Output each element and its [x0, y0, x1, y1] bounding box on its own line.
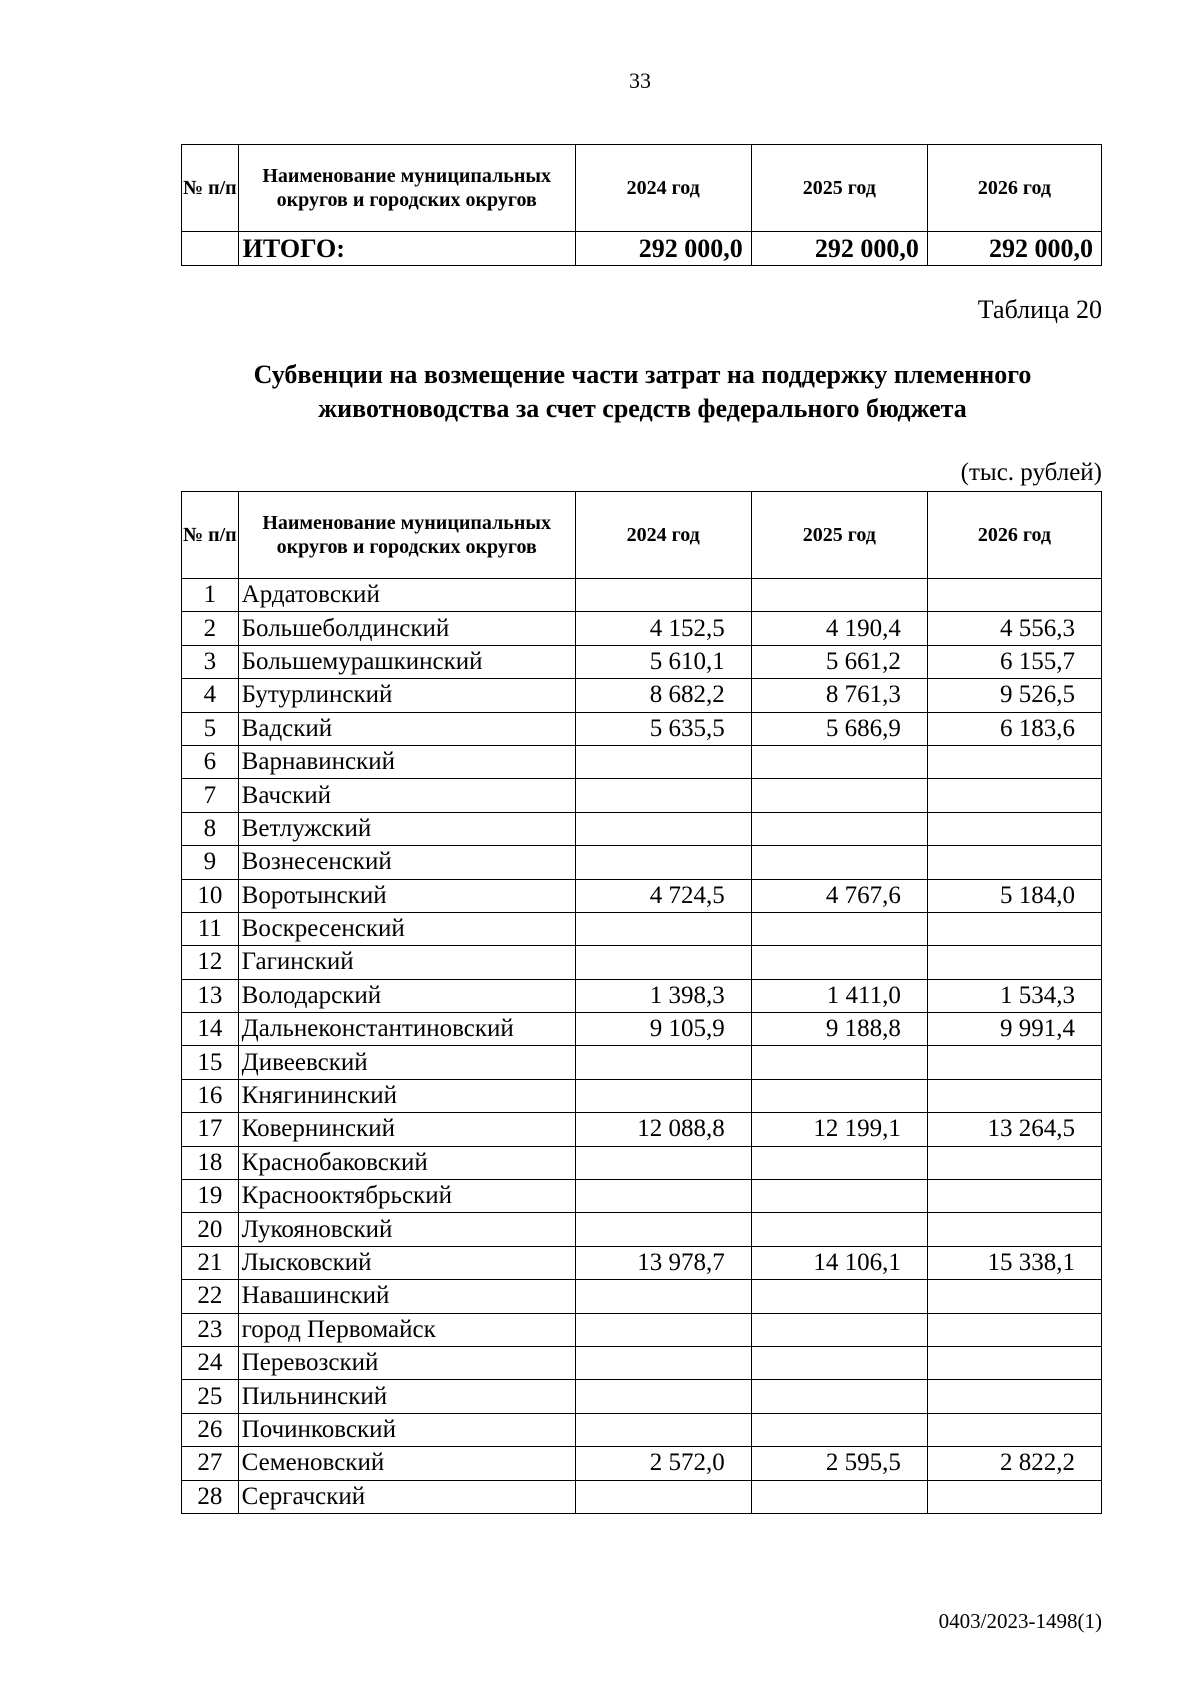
total-2026: 292 000,0 — [927, 232, 1101, 266]
table-row — [182, 812, 1102, 845]
row-value-2025 — [751, 1213, 927, 1246]
table-row — [182, 1146, 1102, 1179]
row-number: 27 — [182, 1447, 239, 1480]
row-value-2026 — [927, 1280, 1101, 1313]
row-value-2024 — [575, 846, 751, 879]
header-2026: 2026 год — [927, 492, 1101, 579]
row-district-name: Вознесенский — [238, 846, 575, 879]
table-row — [182, 1346, 1102, 1379]
row-value-2024 — [575, 745, 751, 778]
table-row — [182, 1480, 1102, 1513]
row-value-2024: 13 978,7 — [575, 1246, 751, 1279]
table-row — [182, 1280, 1102, 1313]
row-district-name: Княгининский — [238, 1079, 575, 1112]
row-value-2024 — [575, 1213, 751, 1246]
row-value-2026 — [927, 1046, 1101, 1079]
row-value-2024: 5 610,1 — [575, 645, 751, 678]
row-district-name: Починковский — [238, 1413, 575, 1446]
row-value-2024 — [575, 1046, 751, 1079]
table-row — [182, 1246, 1102, 1279]
table-row — [182, 645, 1102, 678]
row-district-name: город Первомайск — [238, 1313, 575, 1346]
table-row — [182, 779, 1102, 812]
row-district-name: Вачский — [238, 779, 575, 812]
row-district-name: Большемурашкинский — [238, 645, 575, 678]
row-value-2025: 12 199,1 — [751, 1113, 927, 1146]
row-district-name: Ардатовский — [238, 579, 575, 612]
row-value-2025: 9 188,8 — [751, 1013, 927, 1046]
row-value-2025 — [751, 912, 927, 945]
row-district-name: Краснооктябрьский — [238, 1180, 575, 1213]
row-number: 4 — [182, 679, 239, 712]
row-value-2024: 9 105,9 — [575, 1013, 751, 1046]
row-district-name: Варнавинский — [238, 745, 575, 778]
row-value-2024 — [575, 946, 751, 979]
row-number: 23 — [182, 1313, 239, 1346]
total-label: ИТОГО: — [238, 232, 575, 266]
table-row — [182, 1079, 1102, 1112]
row-number: 26 — [182, 1413, 239, 1446]
row-value-2025: 8 761,3 — [751, 679, 927, 712]
row-district-name: Воскресенский — [238, 912, 575, 945]
total-num-cell — [182, 232, 239, 266]
table-row — [182, 679, 1102, 712]
total-2025: 292 000,0 — [751, 232, 927, 266]
row-value-2025 — [751, 745, 927, 778]
header-name: Наименование муниципальных округов и городских округов — [238, 145, 575, 232]
top-table-header-row — [182, 145, 1102, 232]
units-label: (тыс. рублей) — [960, 459, 1102, 486]
row-number: 13 — [182, 979, 239, 1012]
total-2024: 292 000,0 — [575, 232, 751, 266]
row-value-2025 — [751, 946, 927, 979]
row-value-2024 — [575, 1380, 751, 1413]
row-value-2024 — [575, 579, 751, 612]
row-value-2024 — [575, 1480, 751, 1513]
row-value-2026 — [927, 745, 1101, 778]
table-row — [182, 1447, 1102, 1480]
table-caption: Таблица 20 — [977, 295, 1102, 324]
row-value-2026 — [927, 1180, 1101, 1213]
row-district-name: Навашинский — [238, 1280, 575, 1313]
row-number: 18 — [182, 1146, 239, 1179]
row-value-2024 — [575, 1146, 751, 1179]
table-row — [182, 745, 1102, 778]
row-district-name: Вадский — [238, 712, 575, 745]
row-value-2026: 13 264,5 — [927, 1113, 1101, 1146]
row-district-name: Дивеевский — [238, 1046, 575, 1079]
row-district-name: Бутурлинский — [238, 679, 575, 712]
table-row — [182, 979, 1102, 1012]
table-row — [182, 1380, 1102, 1413]
row-value-2025 — [751, 1313, 927, 1346]
table-row — [182, 879, 1102, 912]
row-value-2026: 1 534,3 — [927, 979, 1101, 1012]
row-district-name: Пильнинский — [238, 1380, 575, 1413]
row-value-2026: 6 155,7 — [927, 645, 1101, 678]
header-num: № п/п — [182, 145, 239, 232]
row-number: 24 — [182, 1346, 239, 1379]
row-value-2026: 5 184,0 — [927, 879, 1101, 912]
row-value-2026 — [927, 812, 1101, 845]
row-value-2026: 4 556,3 — [927, 612, 1101, 645]
row-value-2026 — [927, 1313, 1101, 1346]
row-district-name: Дальнеконстантиновский — [238, 1013, 575, 1046]
row-value-2025 — [751, 1413, 927, 1446]
row-value-2025: 4 767,6 — [751, 879, 927, 912]
document-code: 0403/2023-1498(1) — [938, 1609, 1102, 1633]
row-value-2024 — [575, 779, 751, 812]
header-2024: 2024 год — [575, 145, 751, 232]
row-district-name: Лукояновский — [238, 1213, 575, 1246]
row-number: 12 — [182, 946, 239, 979]
row-value-2026 — [927, 1413, 1101, 1446]
row-value-2026 — [927, 1380, 1101, 1413]
row-value-2025 — [751, 1480, 927, 1513]
row-value-2026 — [927, 846, 1101, 879]
row-value-2026 — [927, 1480, 1101, 1513]
row-number: 7 — [182, 779, 239, 812]
row-value-2025 — [751, 1380, 927, 1413]
total-row — [182, 232, 1102, 266]
header-num: № п/п — [182, 492, 239, 579]
row-value-2026: 15 338,1 — [927, 1246, 1101, 1279]
table-row — [182, 1046, 1102, 1079]
row-value-2026 — [927, 779, 1101, 812]
header-2025: 2025 год — [751, 492, 927, 579]
table-row — [182, 579, 1102, 612]
top-summary-table — [181, 144, 1102, 266]
table-row — [182, 612, 1102, 645]
subsidies-table — [181, 491, 1102, 1514]
row-value-2025: 4 190,4 — [751, 612, 927, 645]
row-value-2025 — [751, 1146, 927, 1179]
row-value-2026 — [927, 1346, 1101, 1379]
row-number: 25 — [182, 1380, 239, 1413]
row-value-2026: 9 526,5 — [927, 679, 1101, 712]
row-value-2024 — [575, 1346, 751, 1379]
row-value-2026 — [927, 946, 1101, 979]
row-value-2024: 2 572,0 — [575, 1447, 751, 1480]
row-district-name: Лысковский — [238, 1246, 575, 1279]
row-value-2025 — [751, 1346, 927, 1379]
row-value-2024 — [575, 1180, 751, 1213]
row-value-2025 — [751, 1280, 927, 1313]
row-value-2025: 2 595,5 — [751, 1447, 927, 1480]
row-value-2025 — [751, 1180, 927, 1213]
row-value-2025 — [751, 846, 927, 879]
row-value-2025 — [751, 1046, 927, 1079]
header-name: Наименование муниципальных округов и городских округов — [238, 492, 575, 579]
row-value-2025: 1 411,0 — [751, 979, 927, 1012]
row-value-2026 — [927, 1079, 1101, 1112]
row-district-name: Краснобаковский — [238, 1146, 575, 1179]
main-table-header-row — [182, 492, 1102, 579]
row-value-2024 — [575, 912, 751, 945]
row-district-name: Володарский — [238, 979, 575, 1012]
row-district-name: Ветлужский — [238, 812, 575, 845]
table-row — [182, 1313, 1102, 1346]
row-district-name: Ковернинский — [238, 1113, 575, 1146]
row-value-2024 — [575, 1313, 751, 1346]
table-row — [182, 946, 1102, 979]
row-value-2024: 4 152,5 — [575, 612, 751, 645]
row-value-2024 — [575, 1079, 751, 1112]
row-value-2024: 5 635,5 — [575, 712, 751, 745]
page-number: 33 — [629, 68, 651, 93]
row-number: 15 — [182, 1046, 239, 1079]
row-number: 16 — [182, 1079, 239, 1112]
row-value-2025: 5 686,9 — [751, 712, 927, 745]
row-value-2026: 6 183,6 — [927, 712, 1101, 745]
row-number: 14 — [182, 1013, 239, 1046]
row-number: 22 — [182, 1280, 239, 1313]
row-value-2025 — [751, 579, 927, 612]
row-value-2026 — [927, 579, 1101, 612]
row-number: 9 — [182, 846, 239, 879]
row-district-name: Большеболдинский — [238, 612, 575, 645]
row-district-name: Сергачский — [238, 1480, 575, 1513]
row-number: 1 — [182, 579, 239, 612]
row-value-2026 — [927, 1146, 1101, 1179]
row-district-name: Воротынский — [238, 879, 575, 912]
header-2024: 2024 год — [575, 492, 751, 579]
row-value-2026 — [927, 1213, 1101, 1246]
row-value-2025 — [751, 779, 927, 812]
table-row — [182, 1213, 1102, 1246]
row-value-2026: 9 991,4 — [927, 1013, 1101, 1046]
table-row — [182, 1180, 1102, 1213]
table-row — [182, 1113, 1102, 1146]
table-row — [182, 1013, 1102, 1046]
row-value-2026 — [927, 912, 1101, 945]
row-district-name: Перевозский — [238, 1346, 575, 1379]
row-value-2025: 14 106,1 — [751, 1246, 927, 1279]
row-district-name: Гагинский — [238, 946, 575, 979]
row-number: 17 — [182, 1113, 239, 1146]
row-value-2025: 5 661,2 — [751, 645, 927, 678]
row-number: 11 — [182, 912, 239, 945]
row-value-2025 — [751, 1079, 927, 1112]
row-number: 21 — [182, 1246, 239, 1279]
row-number: 3 — [182, 645, 239, 678]
row-number: 10 — [182, 879, 239, 912]
row-district-name: Семеновский — [238, 1447, 575, 1480]
row-value-2024: 12 088,8 — [575, 1113, 751, 1146]
row-value-2025 — [751, 812, 927, 845]
row-value-2024: 4 724,5 — [575, 879, 751, 912]
header-2025: 2025 год — [751, 145, 927, 232]
table-row — [182, 1413, 1102, 1446]
row-value-2024 — [575, 1280, 751, 1313]
row-number: 19 — [182, 1180, 239, 1213]
row-value-2024 — [575, 812, 751, 845]
row-value-2026: 2 822,2 — [927, 1447, 1101, 1480]
row-number: 6 — [182, 745, 239, 778]
table-row — [182, 712, 1102, 745]
row-number: 2 — [182, 612, 239, 645]
row-number: 8 — [182, 812, 239, 845]
table-row — [182, 846, 1102, 879]
row-value-2024: 1 398,3 — [575, 979, 751, 1012]
row-number: 28 — [182, 1480, 239, 1513]
header-2026: 2026 год — [927, 145, 1101, 232]
row-number: 20 — [182, 1213, 239, 1246]
table-title: Субвенции на возмещение части затрат на поддержку племенного животноводства за счет средств федерального бюджета — [253, 360, 1032, 423]
row-number: 5 — [182, 712, 239, 745]
table-row — [182, 912, 1102, 945]
row-value-2024 — [575, 1413, 751, 1446]
row-value-2024: 8 682,2 — [575, 679, 751, 712]
